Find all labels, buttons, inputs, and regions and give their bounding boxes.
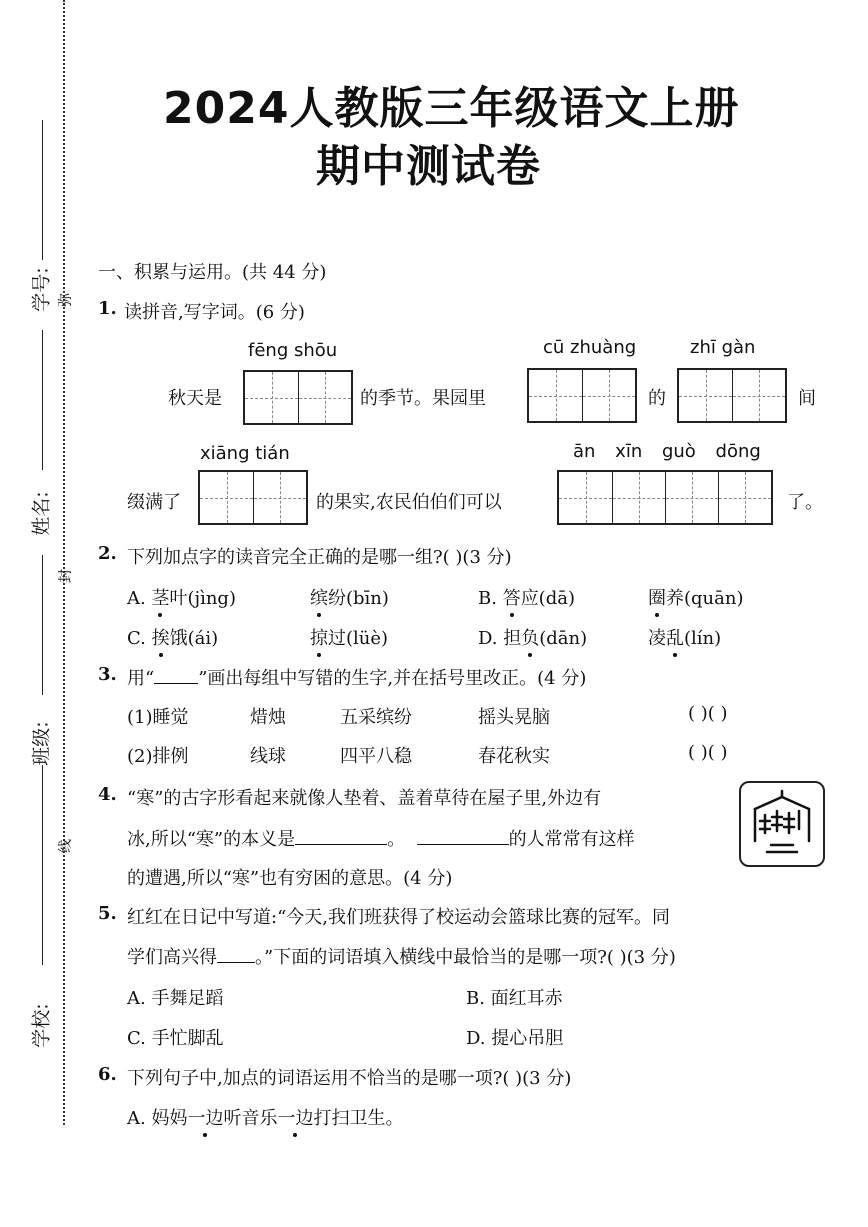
name-underline: [42, 330, 43, 470]
q2-option-a-item2: 缤纷(bīn): [310, 584, 389, 610]
q3-row2-word3[interactable]: 四平八稳: [340, 746, 412, 767]
q1-line2-mid: 的果实,农民伯伯们可以: [316, 492, 502, 513]
class-label: 班级:: [30, 721, 53, 766]
q3-row2-word4[interactable]: 春花秋实: [478, 746, 550, 767]
q3-number: 3.: [98, 664, 117, 685]
pinyin-xiang-tian: xiāng tián: [200, 443, 290, 464]
school-label: 学校:: [30, 1003, 53, 1048]
q3-row1-answer-parens[interactable]: ( )( ): [688, 703, 728, 724]
q2-option-b-item2: 圈养(quān): [648, 584, 743, 610]
seal-mark-feng: 封: [58, 569, 74, 583]
q3-row2-answer-parens[interactable]: ( )( ): [688, 742, 728, 763]
binding-dotted-line: [63, 0, 65, 1125]
q2-option-d[interactable]: D. 担负(dān): [478, 624, 587, 650]
name-label: 姓名:: [30, 491, 53, 536]
student-no-label: 学号:: [30, 267, 53, 312]
q1-line2-post: 了。: [787, 492, 823, 513]
q3-row1-word4[interactable]: 摇头晃脑: [478, 707, 550, 728]
q4-number: 4.: [98, 784, 117, 805]
answer-grid-xiang-tian[interactable]: [198, 470, 308, 525]
q6-text: 下列句子中,加点的词语运用不恰当的是哪一项?( )(3 分): [127, 1068, 572, 1089]
q2-option-b[interactable]: B. 答应(dā): [478, 584, 575, 610]
q5-option-c[interactable]: C. 手忙脚乱: [127, 1028, 224, 1049]
q3-row2-label: (2)排例: [127, 746, 189, 767]
answer-grid-an-xin-guo-dong[interactable]: [557, 470, 773, 525]
answer-grid-feng-shou[interactable]: [243, 370, 353, 425]
seal-mark-xian: 线: [58, 839, 74, 853]
ancient-han-glyph-icon: [739, 781, 825, 867]
answer-grid-zhi-gan[interactable]: [677, 368, 787, 423]
q2-text: 下列加点字的读音完全正确的是哪一组?( )(3 分): [127, 547, 512, 568]
q1-line1-mid1: 的季节。果园里: [360, 388, 486, 409]
q3-row1-word3[interactable]: 五采缤纷: [340, 707, 412, 728]
student-no-underline: [42, 120, 43, 260]
q5-line1: 红红在日记中写道:“今天,我们班获得了校运动会篮球比赛的冠军。同: [127, 907, 670, 928]
q2-option-c-item2: 掠过(lüè): [310, 624, 388, 650]
q3-row2-word2[interactable]: 线球: [250, 746, 286, 767]
q1-line1-mid2: 的: [648, 388, 666, 409]
q4-line2: 冰,所以“寒”的本义是 。 的人常常有这样: [127, 825, 635, 851]
pinyin-feng-shou: fēng shōu: [248, 340, 338, 361]
q1-line2-pre: 缀满了: [127, 492, 181, 513]
pinyin-an-xin-guo-dong: ān xīn guò dōng: [573, 441, 761, 462]
q5-option-d[interactable]: D. 提心吊胆: [466, 1028, 564, 1049]
q2-number: 2.: [98, 543, 117, 564]
seal-mark-mi: 弥: [58, 293, 74, 307]
q5-option-b[interactable]: B. 面红耳赤: [466, 988, 563, 1009]
q3-text: 用“ ”画出每组中写错的生字,并在括号里改正。(4 分): [127, 664, 586, 690]
pinyin-cu-zhuang: cū zhuàng: [543, 337, 637, 358]
q4-line1: “寒”的古字形看起来就像人垫着、盖着草待在屋子里,外边有: [127, 788, 602, 809]
title-line-2: 期中测试卷: [316, 141, 541, 192]
q5-number: 5.: [98, 903, 117, 924]
q5-option-a[interactable]: A. 手舞足蹈: [127, 988, 224, 1009]
section-heading: 一、积累与运用。(共 44 分): [98, 262, 327, 283]
q1-number: 1.: [98, 298, 117, 319]
q2-option-d-item2: 凌乱(lín): [648, 624, 721, 650]
q6-option-a[interactable]: A. 妈妈一边听音乐一边打扫卫生。: [127, 1104, 403, 1130]
answer-grid-cu-zhuang[interactable]: [527, 368, 637, 423]
q4-blank-2[interactable]: [417, 826, 509, 845]
pinyin-zhi-gan: zhī gàn: [690, 337, 756, 358]
q1-line1-pre: 秋天是: [168, 388, 222, 409]
title-line-1: 2024人教版三年级语文上册: [163, 83, 740, 134]
class-underline: [42, 555, 43, 695]
q3-row1-word2[interactable]: 焟烛: [250, 707, 286, 728]
q4-blank-1[interactable]: [295, 826, 387, 845]
q1-text: 读拼音,写字词。(6 分): [124, 302, 305, 323]
q6-number: 6.: [98, 1064, 117, 1085]
q1-line1-post: 间: [798, 388, 816, 409]
q4-line3: 的遭遇,所以“寒”也有穷困的意思。(4 分): [127, 868, 453, 889]
q2-option-c[interactable]: C. 挨饿(ái): [127, 624, 218, 650]
q5-blank[interactable]: [217, 944, 255, 963]
q3-row1-label: (1)睡觉: [127, 707, 189, 728]
q2-option-a[interactable]: A. 茎叶(jìng): [127, 584, 236, 610]
q5-line2: 学们高兴得 。”下面的词语填入横线中最恰当的是哪一项?( )(3 分): [127, 943, 676, 969]
school-underline: [42, 765, 43, 965]
